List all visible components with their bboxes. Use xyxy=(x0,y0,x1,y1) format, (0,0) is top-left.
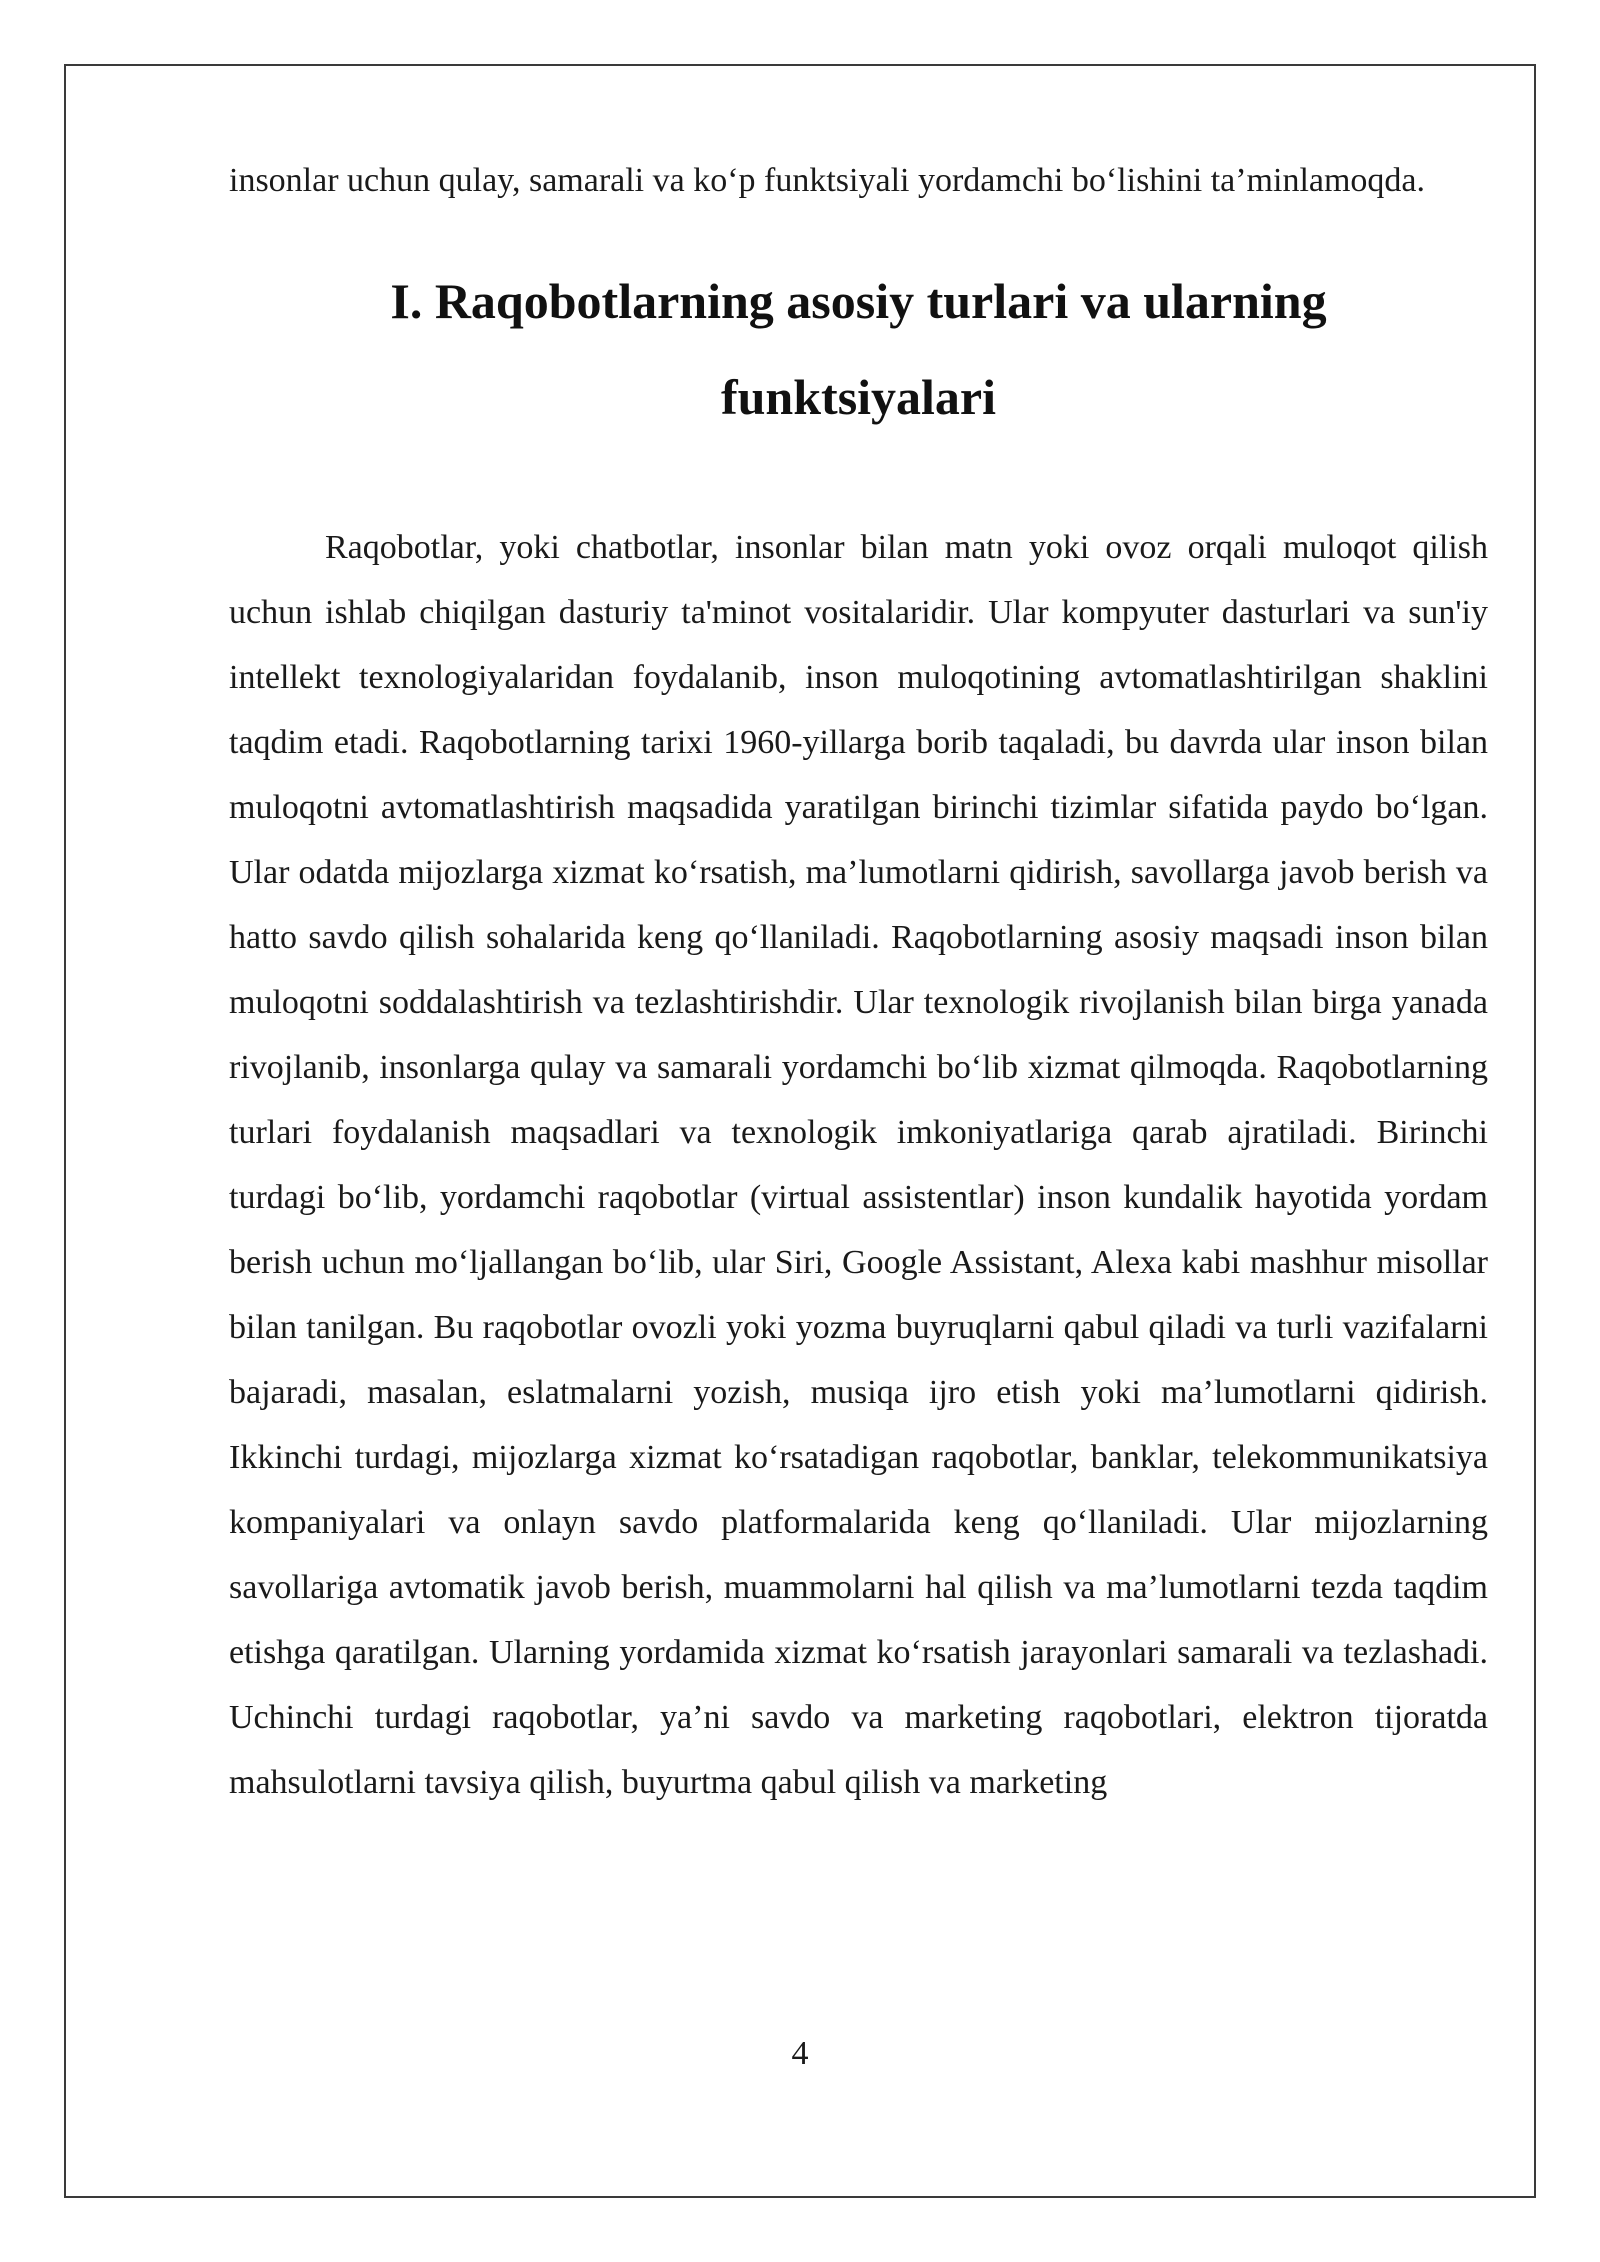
body-paragraph: Raqobotlar, yoki chatbotlar, insonlar bilan matn yoki ovoz orqali muloqot qilish uchun ishlab chiqilgan dasturiy ta'minot vositalaridir. Ular kompyuter dasturlari va sun'iy intellekt texnologiyalaridan foydalanib, inson muloqotining avtomatlashtirilgan shaklini taqdim etadi. Raqobotlarning tarixi 1960-yillarga borib taqaladi, bu davrda ular inson bilan muloqotni avtomatlashtirish maqsadida yaratilgan birinchi tizimlar sifatida paydo bo‘lgan. Ular odatda mijozlarga xizmat ko‘rsatish, ma’lumotlarni qidirish, savollarga javob berish va hatto savdo qilish sohalarida keng qo‘llaniladi. Raqobotlarning asosiy maqsadi inson bilan muloqotni soddalashtirish va tezlashtirishdir. Ular texnologik rivojlanish bilan birga yanada rivojlanib, insonlarga qulay va samarali yordamchi bo‘lib xizmat qilmoqda. Raqobotlarning turlari foydalanish maqsadlari va texnologik imkoniyatlariga qarab ajratiladi. Birinchi turdagi bo‘lib, yordamchi raqobotlar (virtual assistentlar) inson kundalik hayotida yordam berish uchun mo‘ljallangan bo‘lib, ular Siri, Google Assistant, Alexa kabi mashhur misollar bilan tanilgan. Bu raqobotlar ovozli yoki yozma buyruqlarni qabul qiladi va turli vazifalarni bajaradi, masalan, eslatmalarni yozish, musiqa ijro etish yoki ma’lumotlarni qidirish. Ikkinchi turdagi, mijozlarga xizmat ko‘rsatadigan raqobotlar, banklar, telekommunikatsiya kompaniyalari va onlayn savdo platformalarida keng qo‘llaniladi. Ular mijozlarning savollariga avtomatik javob berish, muammolarni hal qilish va ma’lumotlarni tezda taqdim etishga qaratilgan. Ularning yordamida xizmat ko‘rsatish jarayonlari samarali va tezlashadi. Uchinchi turdagi raqobotlar, ya’ni savdo va marketing raqobotlari, elektron tijoratda mahsulotlarni tavsiya qilish, buyurtma qabul qilish va marketing xyxy=(229,529,1488,1801)
page-number: 4 xyxy=(791,2035,809,2072)
page-content xyxy=(229,148,1488,1815)
section-heading: I. Raqobotlarning asosiy turlari va ularning funktsiyalari xyxy=(390,273,1327,425)
intro-paragraph: insonlar uchun qulay, samarali va ko‘p funktsiyali yordamchi bo‘lishini ta’minlamoqda. xyxy=(229,162,1426,199)
